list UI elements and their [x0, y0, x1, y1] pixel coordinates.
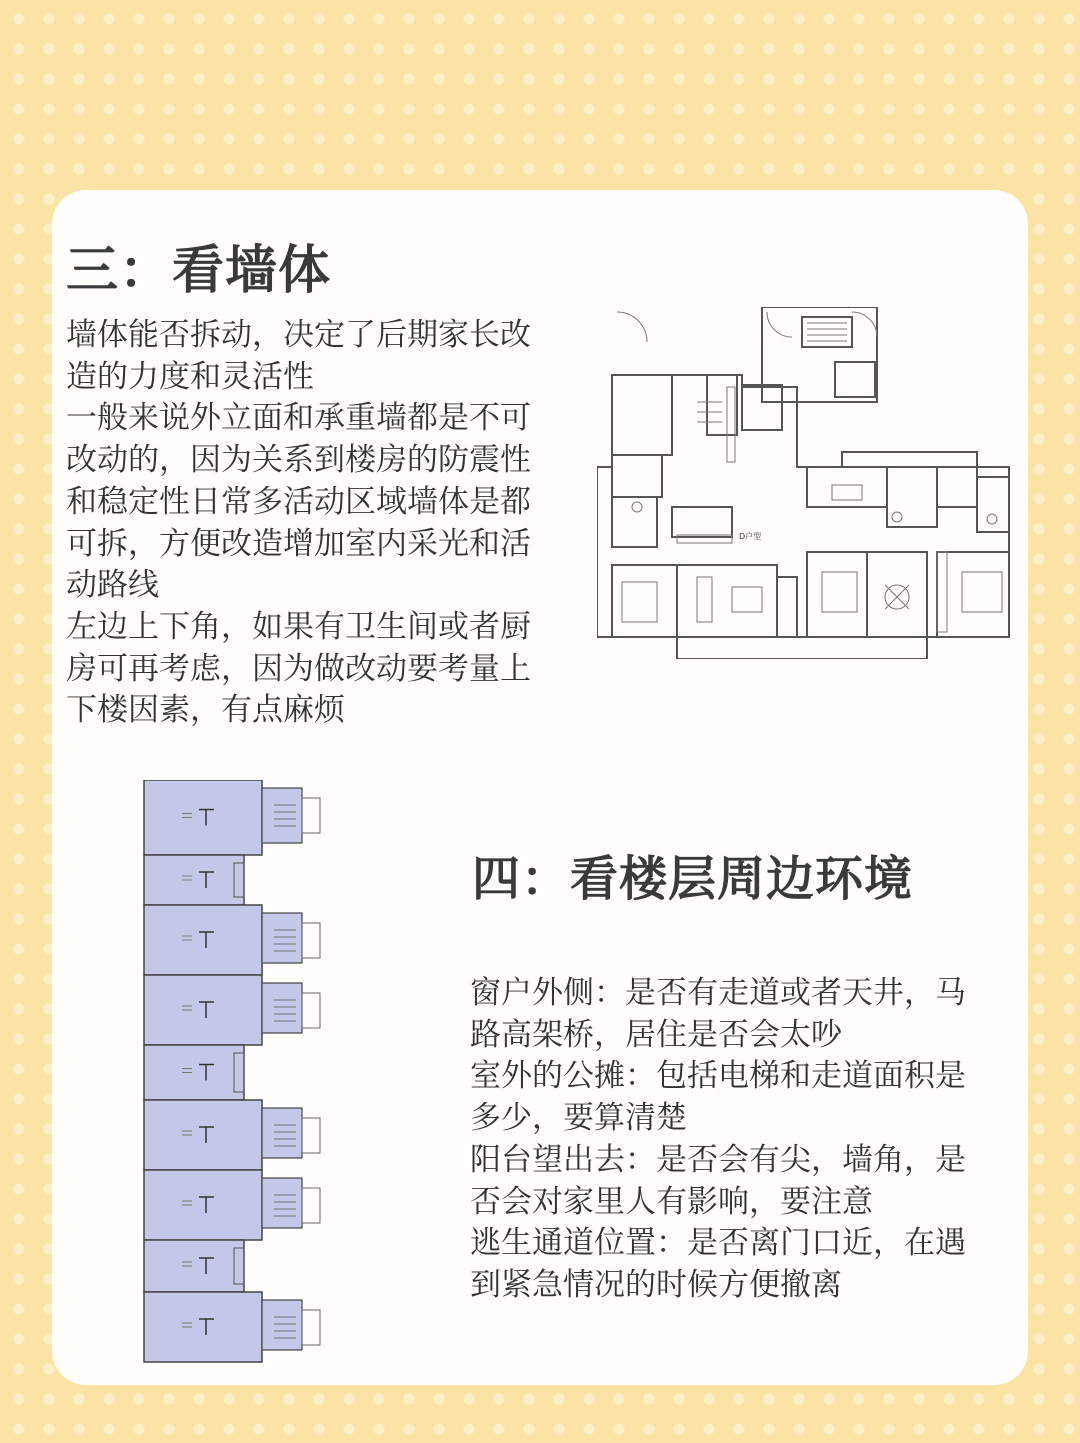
unit-block [144, 780, 262, 855]
building-block-floorplan [134, 780, 334, 1365]
content-card [52, 190, 1028, 1385]
section4-line: 路高架桥，居住是否会太吵 [470, 1016, 842, 1053]
balcony-outline [302, 993, 320, 1028]
unit-block [144, 1045, 244, 1100]
section3-body [66, 315, 578, 732]
section3-line: 墙体能否拆动，决定了后期家长改 [66, 317, 531, 353]
section4-body [470, 973, 1015, 1307]
unit-block [144, 1292, 262, 1362]
section3-line: 动路线 [66, 567, 159, 604]
section4-title: 四：看楼层周边环境 [472, 851, 914, 907]
apartment-floorplan [597, 307, 1021, 659]
stair-block [262, 983, 302, 1033]
balcony-outline [302, 923, 320, 958]
floorplan-label: D户型 [739, 532, 762, 541]
stair-block [262, 1108, 302, 1158]
section4-line: 阳台望出去：是否会有尖，墙角，是 [470, 1141, 966, 1178]
section3-line: 造的力度和灵活性 [66, 358, 314, 395]
section3-line: 和稳定性日常多活动区域墙体是都 [66, 483, 531, 520]
balcony-outline [302, 1188, 320, 1223]
unit-block [144, 855, 244, 905]
section4-line: 否会对家里人有影响，要注意 [470, 1183, 873, 1220]
unit-block [144, 905, 262, 975]
section3-line: 左边上下角，如果有卫生间或者厨 [66, 608, 531, 645]
section4-line: 多少，要算清楚 [470, 1100, 687, 1137]
section4-line: 室外的公摊：包括电梯和走道面积是 [470, 1058, 966, 1095]
stair-block [262, 1300, 302, 1350]
unit-block [144, 1100, 262, 1170]
section4-line: 窗户外侧：是否有走道或者天井，马 [470, 975, 966, 1011]
unit-block [144, 1240, 244, 1292]
section3-line: 下楼因素，有点麻烦 [66, 692, 345, 729]
unit-block [144, 975, 262, 1045]
section3-line: 房可再考虑，因为做改动要考量上 [66, 650, 531, 687]
balcony-outline [302, 1118, 320, 1153]
section3-title: 三：看墙体 [66, 241, 332, 301]
balcony-outline [302, 798, 320, 833]
stair-block [262, 788, 302, 843]
unit-block [144, 1170, 262, 1240]
section4-line: 到紧急情况的时候方便撤离 [470, 1266, 842, 1303]
section3-line: 改动的，因为关系到楼房的防震性 [66, 442, 531, 479]
balcony-outline [302, 1310, 320, 1345]
section4-line: 逃生通道位置：是否离门口近，在遇 [470, 1225, 966, 1262]
stair-block [262, 913, 302, 963]
section3-line: 一般来说外立面和承重墙都是不可 [66, 400, 531, 437]
stair-block [262, 1178, 302, 1228]
section3-line: 可拆，方便改造增加室内采光和活 [66, 525, 531, 562]
